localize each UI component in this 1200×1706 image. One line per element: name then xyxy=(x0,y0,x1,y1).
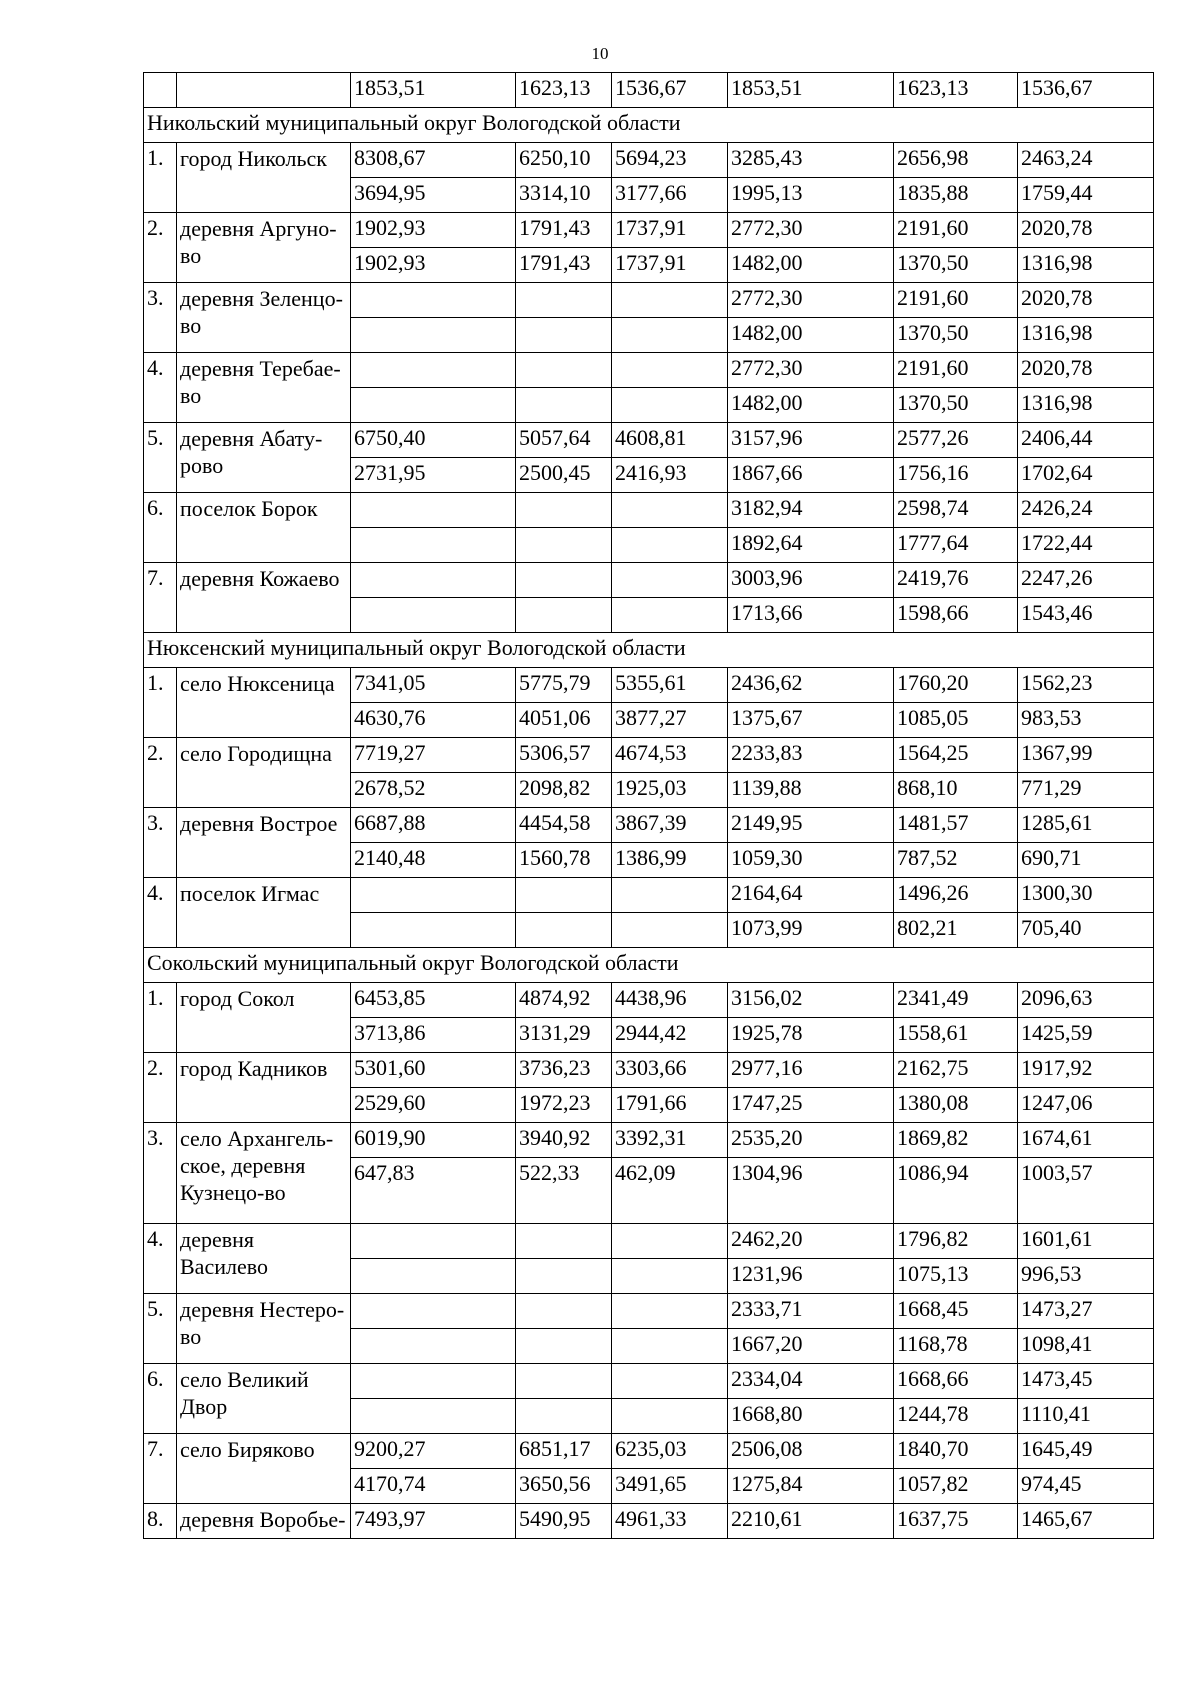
value-cell: 1902,93 xyxy=(351,248,516,283)
value-cell xyxy=(351,1259,516,1294)
value-cell: 5355,61 xyxy=(612,668,728,703)
value-cell: 4961,33 xyxy=(612,1504,728,1539)
value-cell: 1791,66 xyxy=(612,1088,728,1123)
row-number-cell: 3. xyxy=(144,808,177,878)
table-row xyxy=(144,213,1154,248)
value-cell xyxy=(612,563,728,598)
value-cell: 3156,02 xyxy=(728,983,894,1018)
value-cell xyxy=(516,388,612,423)
value-cell xyxy=(351,1294,516,1329)
value-cell: 3003,96 xyxy=(728,563,894,598)
row-number-cell: 4. xyxy=(144,1224,177,1294)
value-cell xyxy=(351,283,516,318)
value-cell: 1869,82 xyxy=(894,1123,1018,1158)
value-cell: 7493,97 xyxy=(351,1504,516,1539)
value-cell: 2162,75 xyxy=(894,1053,1018,1088)
row-number-cell: 7. xyxy=(144,563,177,633)
value-cell: 2341,49 xyxy=(894,983,1018,1018)
value-cell: 2210,61 xyxy=(728,1504,894,1539)
table-row xyxy=(144,738,1154,773)
value-cell: 4608,81 xyxy=(612,423,728,458)
value-cell: 3877,27 xyxy=(612,703,728,738)
value-cell xyxy=(516,563,612,598)
value-cell: 1840,70 xyxy=(894,1434,1018,1469)
value-cell: 3314,10 xyxy=(516,178,612,213)
value-cell: 983,53 xyxy=(1018,703,1154,738)
value-cell: 1168,78 xyxy=(894,1329,1018,1364)
value-cell xyxy=(351,913,516,948)
district-header-row xyxy=(144,108,1154,143)
value-cell xyxy=(612,528,728,563)
value-cell: 1747,25 xyxy=(728,1088,894,1123)
value-cell: 1139,88 xyxy=(728,773,894,808)
value-cell: 2577,26 xyxy=(894,423,1018,458)
value-cell xyxy=(351,1364,516,1399)
value-cell: 1892,64 xyxy=(728,528,894,563)
table-row xyxy=(144,1123,1154,1158)
value-cell: 2535,20 xyxy=(728,1123,894,1158)
value-cell: 1059,30 xyxy=(728,843,894,878)
value-cell: 1972,23 xyxy=(516,1088,612,1123)
value-cell: 1760,20 xyxy=(894,668,1018,703)
table-row xyxy=(144,563,1154,598)
value-cell: 4454,58 xyxy=(516,808,612,843)
value-cell: 1482,00 xyxy=(728,388,894,423)
value-cell: 1853,51 xyxy=(351,73,516,108)
row-number-cell: 1. xyxy=(144,668,177,738)
settlement-name-cell: село Великий Двор xyxy=(177,1364,351,1434)
value-cell: 9200,27 xyxy=(351,1434,516,1469)
table-row xyxy=(144,983,1154,1018)
value-cell: 1835,88 xyxy=(894,178,1018,213)
value-cell: 2656,98 xyxy=(894,143,1018,178)
value-cell: 1867,66 xyxy=(728,458,894,493)
value-cell: 1473,27 xyxy=(1018,1294,1154,1329)
value-cell xyxy=(612,388,728,423)
value-cell: 1668,66 xyxy=(894,1364,1018,1399)
value-cell: 1777,64 xyxy=(894,528,1018,563)
value-cell: 2333,71 xyxy=(728,1294,894,1329)
value-cell xyxy=(612,353,728,388)
value-cell: 2191,60 xyxy=(894,353,1018,388)
value-cell: 1623,13 xyxy=(516,73,612,108)
value-cell: 3867,39 xyxy=(612,808,728,843)
settlement-name-cell: поселок Игмас xyxy=(177,878,351,948)
value-cell: 2678,52 xyxy=(351,773,516,808)
value-cell: 1601,61 xyxy=(1018,1224,1154,1259)
value-cell xyxy=(351,528,516,563)
value-cell: 2426,24 xyxy=(1018,493,1154,528)
value-cell xyxy=(351,388,516,423)
value-cell: 4170,74 xyxy=(351,1469,516,1504)
value-cell: 1925,78 xyxy=(728,1018,894,1053)
value-cell xyxy=(516,1259,612,1294)
value-cell: 1285,61 xyxy=(1018,808,1154,843)
value-cell: 2462,20 xyxy=(728,1224,894,1259)
value-cell xyxy=(516,353,612,388)
value-cell: 3713,86 xyxy=(351,1018,516,1053)
value-cell: 1737,91 xyxy=(612,248,728,283)
value-cell: 2772,30 xyxy=(728,353,894,388)
value-cell: 4630,76 xyxy=(351,703,516,738)
value-cell: 1791,43 xyxy=(516,213,612,248)
table-row xyxy=(144,353,1154,388)
value-cell: 1722,44 xyxy=(1018,528,1154,563)
value-cell: 3303,66 xyxy=(612,1053,728,1088)
value-cell: 1465,67 xyxy=(1018,1504,1154,1539)
settlement-name-cell: деревня Абату-рово xyxy=(177,423,351,493)
district-header-row xyxy=(144,633,1154,668)
value-cell: 1086,94 xyxy=(894,1158,1018,1224)
value-cell: 1796,82 xyxy=(894,1224,1018,1259)
value-cell: 2463,24 xyxy=(1018,143,1154,178)
table-row xyxy=(144,73,1154,108)
table-row xyxy=(144,1504,1154,1539)
value-cell: 996,53 xyxy=(1018,1259,1154,1294)
value-cell: 1791,43 xyxy=(516,248,612,283)
value-cell: 1425,59 xyxy=(1018,1018,1154,1053)
value-cell xyxy=(612,1224,728,1259)
value-cell: 6235,03 xyxy=(612,1434,728,1469)
value-cell: 2096,63 xyxy=(1018,983,1154,1018)
table-row xyxy=(144,1053,1154,1088)
value-cell xyxy=(612,878,728,913)
value-cell: 2598,74 xyxy=(894,493,1018,528)
value-cell: 6453,85 xyxy=(351,983,516,1018)
value-cell: 1386,99 xyxy=(612,843,728,878)
value-cell: 2247,26 xyxy=(1018,563,1154,598)
value-cell: 7341,05 xyxy=(351,668,516,703)
value-cell: 1853,51 xyxy=(728,73,894,108)
value-cell: 1902,93 xyxy=(351,213,516,248)
value-cell xyxy=(516,878,612,913)
value-cell: 1075,13 xyxy=(894,1259,1018,1294)
value-cell: 2191,60 xyxy=(894,213,1018,248)
value-cell xyxy=(351,878,516,913)
value-cell: 6250,10 xyxy=(516,143,612,178)
value-cell: 5057,64 xyxy=(516,423,612,458)
value-cell: 2191,60 xyxy=(894,283,1018,318)
settlement-name-cell: поселок Борок xyxy=(177,493,351,563)
value-cell: 462,09 xyxy=(612,1158,728,1224)
value-cell: 1316,98 xyxy=(1018,388,1154,423)
value-cell: 2020,78 xyxy=(1018,353,1154,388)
value-cell xyxy=(612,318,728,353)
value-cell: 1637,75 xyxy=(894,1504,1018,1539)
value-cell: 1623,13 xyxy=(894,73,1018,108)
value-cell: 3694,95 xyxy=(351,178,516,213)
value-cell: 4674,53 xyxy=(612,738,728,773)
value-cell xyxy=(612,493,728,528)
row-number-cell: 6. xyxy=(144,493,177,563)
value-cell: 1917,92 xyxy=(1018,1053,1154,1088)
row-number-cell: 3. xyxy=(144,1123,177,1224)
value-cell: 1667,20 xyxy=(728,1329,894,1364)
value-cell: 2164,64 xyxy=(728,878,894,913)
value-cell: 802,21 xyxy=(894,913,1018,948)
settlement-name-cell: город Сокол xyxy=(177,983,351,1053)
value-cell: 2020,78 xyxy=(1018,213,1154,248)
value-cell: 1473,45 xyxy=(1018,1364,1154,1399)
value-cell: 3940,92 xyxy=(516,1123,612,1158)
settlement-name-cell: город Кадников xyxy=(177,1053,351,1123)
value-cell: 1085,05 xyxy=(894,703,1018,738)
value-cell: 1925,03 xyxy=(612,773,728,808)
settlement-name-cell xyxy=(177,73,351,108)
value-cell: 1543,46 xyxy=(1018,598,1154,633)
table-row xyxy=(144,668,1154,703)
value-cell: 1598,66 xyxy=(894,598,1018,633)
value-cell: 2977,16 xyxy=(728,1053,894,1088)
value-cell: 8308,67 xyxy=(351,143,516,178)
value-cell xyxy=(351,563,516,598)
value-cell: 1003,57 xyxy=(1018,1158,1154,1224)
row-number-cell xyxy=(144,73,177,108)
value-cell: 7719,27 xyxy=(351,738,516,773)
value-cell: 3285,43 xyxy=(728,143,894,178)
table-row xyxy=(144,1364,1154,1399)
table-row xyxy=(144,1224,1154,1259)
value-cell: 690,71 xyxy=(1018,843,1154,878)
settlement-name-cell: деревня Вострое xyxy=(177,808,351,878)
table-row xyxy=(144,878,1154,913)
value-cell: 1275,84 xyxy=(728,1469,894,1504)
value-cell: 1482,00 xyxy=(728,248,894,283)
value-cell: 3650,56 xyxy=(516,1469,612,1504)
value-cell: 1073,99 xyxy=(728,913,894,948)
value-cell: 5775,79 xyxy=(516,668,612,703)
value-cell xyxy=(351,493,516,528)
value-cell xyxy=(351,598,516,633)
value-cell: 1536,67 xyxy=(1018,73,1154,108)
tariff-table xyxy=(143,72,1154,1539)
value-cell xyxy=(516,283,612,318)
value-cell: 6687,88 xyxy=(351,808,516,843)
value-cell: 1057,82 xyxy=(894,1469,1018,1504)
row-number-cell: 8. xyxy=(144,1504,177,1539)
value-cell: 5306,57 xyxy=(516,738,612,773)
value-cell xyxy=(516,1364,612,1399)
value-cell: 6750,40 xyxy=(351,423,516,458)
value-cell xyxy=(612,1329,728,1364)
settlement-name-cell: город Никольск xyxy=(177,143,351,213)
value-cell: 1995,13 xyxy=(728,178,894,213)
settlement-name-cell: деревня Воробье- xyxy=(177,1504,351,1539)
table-row xyxy=(144,423,1154,458)
table-row xyxy=(144,808,1154,843)
value-cell: 1247,06 xyxy=(1018,1088,1154,1123)
value-cell xyxy=(516,1399,612,1434)
value-cell: 868,10 xyxy=(894,773,1018,808)
value-cell: 1304,96 xyxy=(728,1158,894,1224)
settlement-name-cell: деревня Нестеро-во xyxy=(177,1294,351,1364)
settlement-name-cell: село Архангель-ское, деревня Кузнецо-во xyxy=(177,1123,351,1224)
settlement-name-cell: село Городищна xyxy=(177,738,351,808)
value-cell: 771,29 xyxy=(1018,773,1154,808)
value-cell xyxy=(612,1364,728,1399)
value-cell: 1482,00 xyxy=(728,318,894,353)
value-cell: 1562,23 xyxy=(1018,668,1154,703)
settlement-name-cell: деревня Теребае-во xyxy=(177,353,351,423)
page-number: 10 xyxy=(591,44,609,63)
value-cell: 3736,23 xyxy=(516,1053,612,1088)
district-title: Никольский муниципальный округ Вологодской области xyxy=(144,108,1154,143)
value-cell: 2406,44 xyxy=(1018,423,1154,458)
value-cell: 1496,26 xyxy=(894,878,1018,913)
value-cell xyxy=(612,598,728,633)
value-cell: 1370,50 xyxy=(894,248,1018,283)
settlement-name-cell: деревня Аргуно-во xyxy=(177,213,351,283)
value-cell: 1375,67 xyxy=(728,703,894,738)
value-cell xyxy=(351,353,516,388)
value-cell: 1759,44 xyxy=(1018,178,1154,213)
value-cell: 1668,80 xyxy=(728,1399,894,1434)
value-cell: 6019,90 xyxy=(351,1123,516,1158)
value-cell: 1098,41 xyxy=(1018,1329,1154,1364)
value-cell: 1536,67 xyxy=(612,73,728,108)
value-cell xyxy=(516,1329,612,1364)
value-cell: 1481,57 xyxy=(894,808,1018,843)
value-cell xyxy=(516,318,612,353)
table-row xyxy=(144,1294,1154,1329)
value-cell: 1756,16 xyxy=(894,458,1018,493)
value-cell: 3131,29 xyxy=(516,1018,612,1053)
value-cell: 3157,96 xyxy=(728,423,894,458)
settlement-name-cell: деревня Василево xyxy=(177,1224,351,1294)
value-cell: 522,33 xyxy=(516,1158,612,1224)
value-cell: 2149,95 xyxy=(728,808,894,843)
value-cell: 787,52 xyxy=(894,843,1018,878)
value-cell: 2506,08 xyxy=(728,1434,894,1469)
value-cell xyxy=(612,283,728,318)
value-cell: 2944,42 xyxy=(612,1018,728,1053)
value-cell: 2334,04 xyxy=(728,1364,894,1399)
value-cell: 1702,64 xyxy=(1018,458,1154,493)
value-cell: 3491,65 xyxy=(612,1469,728,1504)
row-number-cell: 1. xyxy=(144,983,177,1053)
value-cell: 5694,23 xyxy=(612,143,728,178)
value-cell: 1564,25 xyxy=(894,738,1018,773)
value-cell: 2436,62 xyxy=(728,668,894,703)
value-cell: 4051,06 xyxy=(516,703,612,738)
value-cell: 5490,95 xyxy=(516,1504,612,1539)
settlement-name-cell: деревня Кожаево xyxy=(177,563,351,633)
value-cell: 2233,83 xyxy=(728,738,894,773)
value-cell xyxy=(516,528,612,563)
value-cell: 2419,76 xyxy=(894,563,1018,598)
value-cell: 5301,60 xyxy=(351,1053,516,1088)
value-cell: 1560,78 xyxy=(516,843,612,878)
value-cell xyxy=(612,1259,728,1294)
value-cell: 974,45 xyxy=(1018,1469,1154,1504)
table-row xyxy=(144,493,1154,528)
value-cell xyxy=(516,493,612,528)
row-number-cell: 6. xyxy=(144,1364,177,1434)
settlement-name-cell: деревня Зеленцо-во xyxy=(177,283,351,353)
value-cell: 1558,61 xyxy=(894,1018,1018,1053)
district-title: Нюксенский муниципальный округ Вологодской области xyxy=(144,633,1154,668)
value-cell: 3177,66 xyxy=(612,178,728,213)
table-row xyxy=(144,1434,1154,1469)
row-number-cell: 3. xyxy=(144,283,177,353)
value-cell: 2416,93 xyxy=(612,458,728,493)
value-cell xyxy=(612,1294,728,1329)
row-number-cell: 4. xyxy=(144,878,177,948)
value-cell: 1668,45 xyxy=(894,1294,1018,1329)
value-cell: 1713,66 xyxy=(728,598,894,633)
value-cell xyxy=(612,1399,728,1434)
value-cell xyxy=(516,1224,612,1259)
row-number-cell: 5. xyxy=(144,423,177,493)
value-cell: 1674,61 xyxy=(1018,1123,1154,1158)
row-number-cell: 5. xyxy=(144,1294,177,1364)
value-cell xyxy=(351,1399,516,1434)
value-cell: 1380,08 xyxy=(894,1088,1018,1123)
value-cell: 2098,82 xyxy=(516,773,612,808)
table-row xyxy=(144,283,1154,318)
table-row xyxy=(144,143,1154,178)
settlement-name-cell: село Нюксеница xyxy=(177,668,351,738)
value-cell: 6851,17 xyxy=(516,1434,612,1469)
value-cell: 1316,98 xyxy=(1018,318,1154,353)
value-cell: 4874,92 xyxy=(516,983,612,1018)
value-cell xyxy=(351,1224,516,1259)
value-cell: 1110,41 xyxy=(1018,1399,1154,1434)
row-number-cell: 7. xyxy=(144,1434,177,1504)
value-cell xyxy=(351,1329,516,1364)
value-cell: 1367,99 xyxy=(1018,738,1154,773)
value-cell xyxy=(516,598,612,633)
row-number-cell: 2. xyxy=(144,1053,177,1123)
row-number-cell: 1. xyxy=(144,143,177,213)
value-cell: 1370,50 xyxy=(894,318,1018,353)
value-cell: 2020,78 xyxy=(1018,283,1154,318)
value-cell: 1645,49 xyxy=(1018,1434,1154,1469)
value-cell: 1231,96 xyxy=(728,1259,894,1294)
value-cell xyxy=(351,318,516,353)
value-cell xyxy=(516,1294,612,1329)
value-cell: 2529,60 xyxy=(351,1088,516,1123)
value-cell: 3182,94 xyxy=(728,493,894,528)
value-cell: 2731,95 xyxy=(351,458,516,493)
value-cell: 647,83 xyxy=(351,1158,516,1224)
value-cell: 2772,30 xyxy=(728,213,894,248)
district-title: Сокольский муниципальный округ Вологодской области xyxy=(144,948,1154,983)
settlement-name-cell: село Биряково xyxy=(177,1434,351,1504)
district-header-row xyxy=(144,948,1154,983)
value-cell: 1244,78 xyxy=(894,1399,1018,1434)
value-cell xyxy=(516,913,612,948)
value-cell xyxy=(612,913,728,948)
value-cell: 2772,30 xyxy=(728,283,894,318)
value-cell: 4438,96 xyxy=(612,983,728,1018)
row-number-cell: 2. xyxy=(144,738,177,808)
value-cell: 2140,48 xyxy=(351,843,516,878)
value-cell: 705,40 xyxy=(1018,913,1154,948)
value-cell: 1370,50 xyxy=(894,388,1018,423)
row-number-cell: 2. xyxy=(144,213,177,283)
value-cell: 1300,30 xyxy=(1018,878,1154,913)
value-cell: 2500,45 xyxy=(516,458,612,493)
value-cell: 1737,91 xyxy=(612,213,728,248)
value-cell: 1316,98 xyxy=(1018,248,1154,283)
value-cell: 3392,31 xyxy=(612,1123,728,1158)
row-number-cell: 4. xyxy=(144,353,177,423)
